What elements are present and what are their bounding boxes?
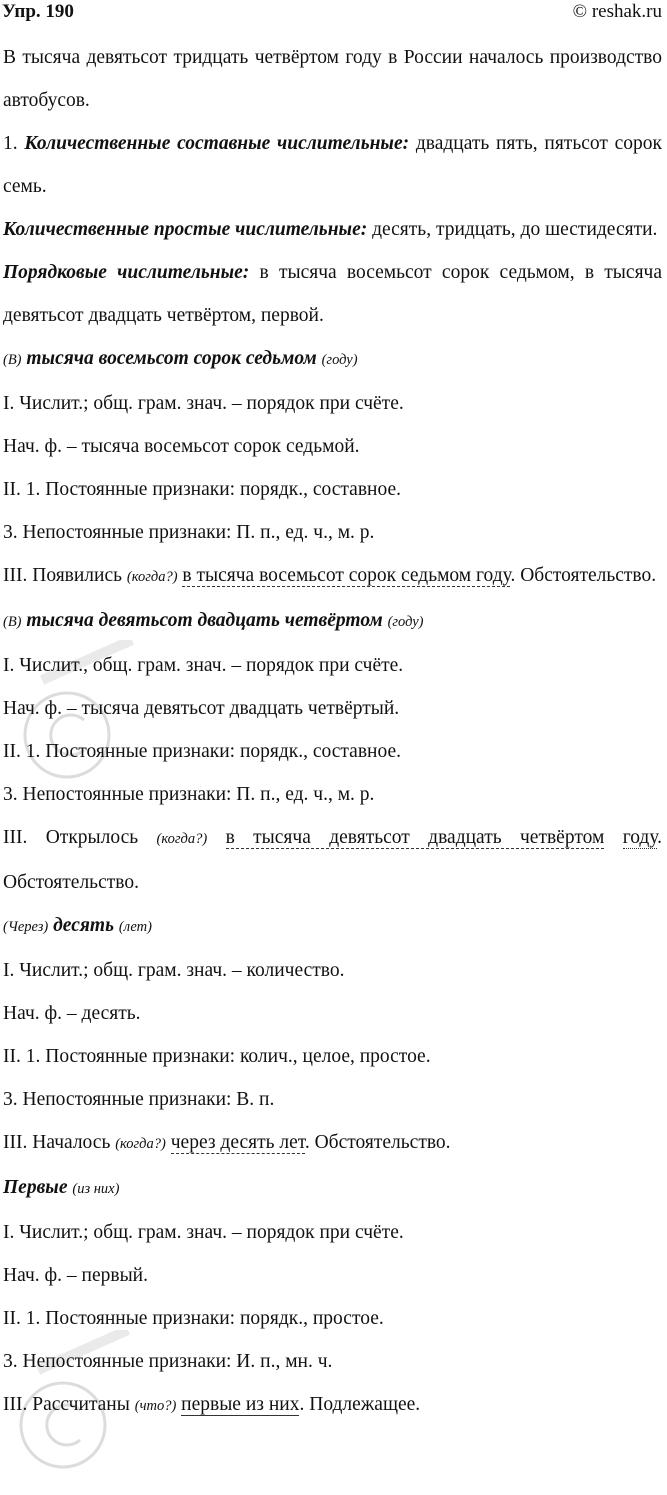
analysis2-line1: I. Числит., общ. грам. знач. – порядок при счёте. bbox=[3, 655, 404, 676]
analysis2-heading: (В) тысяча девятьсот двадцать четвёртом (году) bbox=[3, 610, 424, 631]
adverbial-underline: в тысяча восемьсот сорок седьмом году bbox=[182, 565, 511, 586]
analysis4-line4: 3. Непостоянные признаки: И. п., мн. ч. bbox=[3, 1351, 333, 1372]
analysis3-line5: III. Началось (когда?) через десять лет. Обстоятельство. bbox=[3, 1132, 451, 1153]
group-simple: Количественные простые числительные: десять, тридцать, до шестидесяти. bbox=[3, 219, 658, 240]
analysis3-line3: II. 1. Постоянные признаки: колич., целое, простое. bbox=[3, 1046, 431, 1067]
analysis4-line2: Нач. ф. – первый. bbox=[3, 1265, 148, 1286]
analysis1-line3: II. 1. Постоянные признаки: порядк., составное. bbox=[3, 479, 401, 500]
analysis2-line5: III. Открылось (когда?) в тысяча девятьсот двадцать четвёртом году. Обстоятельство. bbox=[3, 827, 662, 893]
analysis3-line1: I. Числит.; общ. грам. знач. – количество. bbox=[3, 960, 345, 981]
analysis3-line4: 3. Непостоянные признаки: В. п. bbox=[3, 1089, 275, 1110]
header bbox=[0, 0, 667, 30]
analysis4-line5: III. Рассчитаны (что?) первые из них. Подлежащее. bbox=[3, 1394, 421, 1415]
noun-underline: году bbox=[622, 827, 658, 848]
analysis1-line1: I. Числит.; общ. грам. знач. – порядок при счёте. bbox=[3, 393, 404, 414]
analysis2-line4: 3. Непостоянные признаки: П. п., ед. ч., м. р. bbox=[3, 784, 375, 805]
analysis2-line3: II. 1. Постоянные признаки: порядк., составное. bbox=[3, 741, 401, 762]
group-compound-label: Количественные составные числительные: bbox=[24, 133, 410, 154]
analysis1-heading: (В) тысяча восемьсот сорок седьмом (году) bbox=[3, 348, 358, 369]
group-ordinal-label: Порядковые числительные: bbox=[3, 262, 250, 283]
group-simple-label: Количественные простые числительные: bbox=[3, 219, 368, 240]
analysis1-line4: 3. Непостоянные признаки: П. п., ед. ч., м. р. bbox=[3, 522, 375, 543]
analysis4-line3: II. 1. Постоянные признаки: порядк., простое. bbox=[3, 1308, 384, 1329]
exercise-title: Упр. 190 bbox=[2, 1, 74, 22]
analysis1-line2: Нач. ф. – тысяча восемьсот сорок седьмой. bbox=[3, 436, 360, 457]
analysis4-heading: Первые (из них) bbox=[3, 1177, 120, 1198]
analysis4-line1: I. Числит.; общ. грам. знач. – порядок при счёте. bbox=[3, 1222, 404, 1243]
subject-underline: первые из них bbox=[181, 1394, 300, 1415]
analysis1-line5: III. Появились (когда?) в тысяча восемьсот сорок седьмом году. Обстоятельство. bbox=[3, 565, 657, 586]
analysis2-line2: Нач. ф. – тысяча девятьсот двадцать четвёртый. bbox=[3, 698, 400, 719]
adverbial-underline: в тысяча девятьсот двадцать четвёртом bbox=[225, 827, 605, 848]
adverbial-underline: через десять лет bbox=[170, 1132, 305, 1153]
analysis3-line2: Нач. ф. – десять. bbox=[3, 1003, 141, 1024]
group-ordinal: Порядковые числительные: в тысяча восемьсот сорок седьмом, в тысяча девятьсот двадцать четвёртом, первой. bbox=[3, 262, 663, 326]
intro-sentence: В тысяча девятьсот тридцать четвёртом году в России началось производство автобусов. bbox=[3, 47, 662, 111]
site-credit: © reshak.ru bbox=[572, 1, 662, 22]
group-compound: 1. Количественные составные числительные: двадцать пять, пятьсот сорок семь. bbox=[3, 133, 662, 197]
analysis3-heading: (Через) десять (лет) bbox=[3, 915, 152, 936]
exercise-body bbox=[3, 36, 662, 1428]
